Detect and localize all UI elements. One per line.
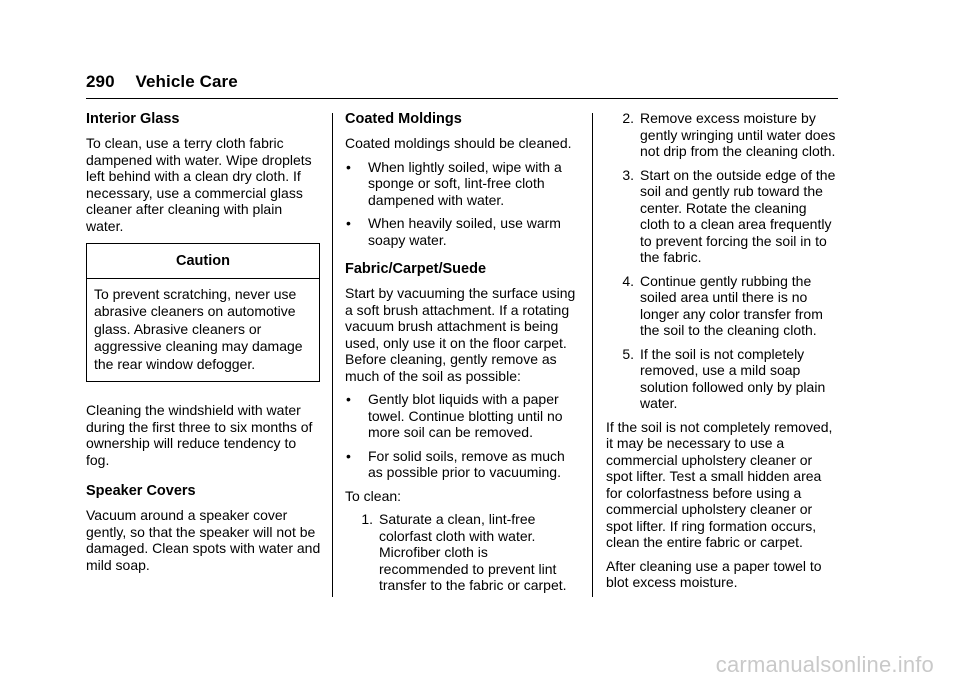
step-number: 5. — [622, 345, 634, 362]
list-item — [606, 167, 840, 266]
caution-box — [86, 243, 320, 382]
list-item-text: When lightly soiled, wipe with a sponge or soft, lint-free cloth dampened with water. — [368, 158, 562, 208]
column-divider — [332, 113, 333, 597]
watermark: carmanualsonline.info — [715, 652, 934, 677]
column-1 — [86, 110, 322, 580]
column-3 — [606, 110, 840, 598]
fabric-intro: Start by vacuuming the surface using a soft brush attachment. If a rotating vacuum brush attachment is being used, only use it on the floor carpet. Before cleaning, gently remove as much of the soil as possible: — [345, 285, 576, 384]
caution-title: Caution — [87, 244, 319, 279]
step-text: Start on the outside edge of the soil and gently rub toward the center. Rotate the cleaning cloth to a clean area frequently to prevent forcing the soil in to the fabric. — [640, 166, 836, 265]
section-title: Vehicle Care — [135, 72, 238, 91]
list-item — [606, 110, 840, 160]
header-rule — [86, 98, 838, 99]
column-divider — [592, 113, 593, 597]
step-number: 2. — [622, 110, 634, 126]
interior-glass-text: To clean, use a terry cloth fabric dampened with water. Wipe droplets left behind with a clean dry cloth. If necessary, use a commercial glass cleaner after cleaning with plain water. — [86, 135, 312, 234]
step-number: 3. — [622, 166, 634, 183]
step-text: Saturate a clean, lint-free colorfast cloth with water. Microfiber cloth is recommended to prevent lint transfer to the fabric or carpet. — [379, 511, 567, 593]
bullet-icon: • — [346, 447, 351, 464]
step-number: 1. — [361, 511, 373, 527]
page-header — [86, 72, 238, 92]
list-item-text: Gently blot liquids with a paper towel. Continue blotting until no more soil can be removed. — [368, 391, 563, 440]
to-clean-label: To clean: — [345, 487, 402, 504]
fabric-heading: Fabric/Carpet/Suede — [345, 261, 487, 277]
interior-glass-heading: Interior Glass — [86, 111, 180, 127]
list-item-text: For solid soils, remove as much as possible prior to vacuuming. — [368, 447, 565, 480]
list-item — [345, 391, 581, 441]
speaker-covers-text: Vacuum around a speaker cover gently, so that the speaker will not be damaged. Clean spots with water and mild soap. — [86, 507, 321, 573]
list-item-text: When heavily soiled, use warm soapy water. — [368, 215, 561, 248]
coated-moldings-heading: Coated Moldings — [345, 111, 462, 127]
column-2 — [345, 110, 581, 601]
list-item — [345, 448, 581, 481]
speaker-covers-heading: Speaker Covers — [86, 483, 196, 499]
list-item — [345, 511, 581, 594]
coated-moldings-intro: Coated moldings should be cleaned. — [345, 135, 572, 151]
list-item — [606, 273, 840, 339]
list-item — [345, 215, 581, 248]
list-item — [345, 159, 581, 209]
step-text: Remove excess moisture by gently wringing until water does not drip from the cleaning cloth. — [640, 110, 836, 159]
after-cleaning-text: After cleaning use a paper towel to blot excess moisture. — [606, 557, 822, 590]
bullet-icon: • — [346, 215, 351, 231]
bullet-icon: • — [346, 391, 351, 407]
page-number: 290 — [86, 72, 115, 91]
list-item — [606, 346, 840, 412]
windshield-text: Cleaning the windshield with water during the first three to six months of ownership will reduce tendency to fog. — [86, 402, 313, 468]
upholstery-cleaner-text: If the soil is not completely removed, it may be necessary to use a commercial upholstery cleaner or spot lifter. Test a small hidden area for colorfastness before using a commercial upholstery cleaner or spot lifter. If ring formation occurs, clean the entire fabric or carpet. — [606, 418, 833, 550]
step-text: If the soil is not completely removed, use a mild soap solution followed only by plain water. — [640, 345, 826, 411]
caution-text: To prevent scratching, never use abrasive cleaners on automotive glass. Abrasive cleaners or aggressive cleaning may damage the rear window defogger. — [94, 285, 303, 372]
bullet-icon: • — [346, 158, 351, 175]
step-number: 4. — [622, 272, 634, 289]
step-text: Continue gently rubbing the soiled area until there is no longer any color transfer from the soil to the cleaning cloth. — [640, 272, 823, 338]
